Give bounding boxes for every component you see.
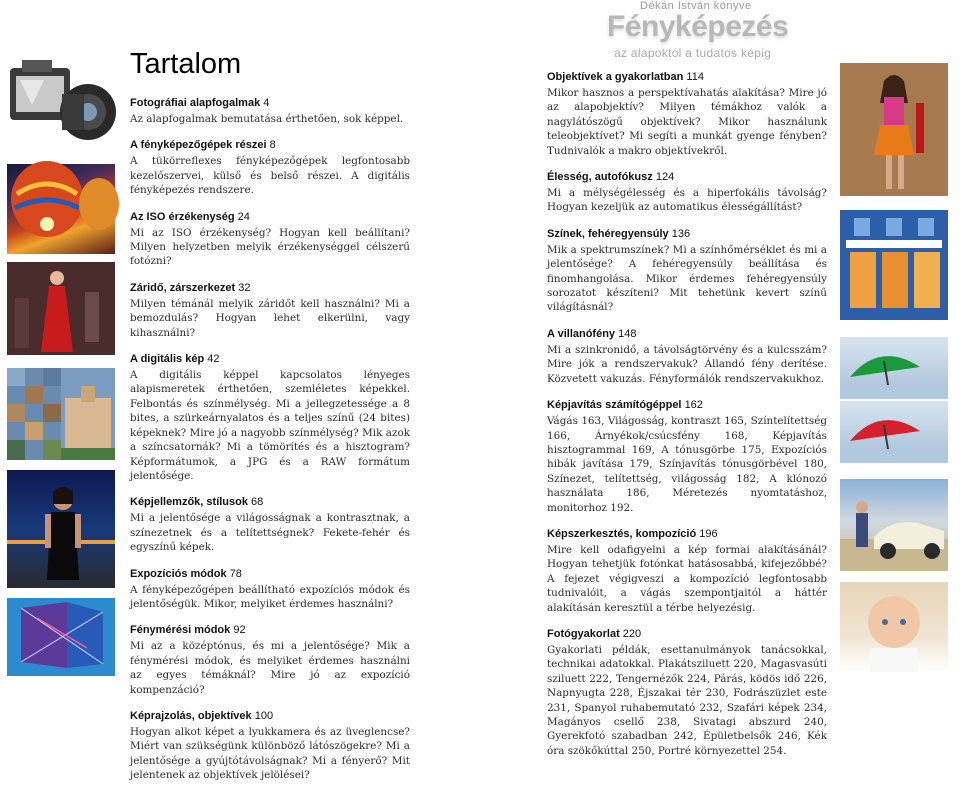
toc-right-column xyxy=(547,71,827,771)
toc-entry xyxy=(547,171,827,215)
red-umbrella-photo xyxy=(840,401,948,463)
chapter-description: A tükörreflexes fényképezőgépek legfontosabb kezelőszervei, külső és belső részei. A digitális fényképezés rendszere. xyxy=(130,155,410,197)
chapter-page-number: 8 xyxy=(269,139,276,152)
chapter-page-number: 92 xyxy=(233,624,246,637)
chapter-heading xyxy=(130,139,410,151)
chapter-title: A digitális kép xyxy=(130,353,205,366)
fashion-show-photo xyxy=(7,262,115,355)
toc-entry xyxy=(130,624,410,697)
chapter-heading xyxy=(130,496,410,508)
chapter-page-number: 24 xyxy=(237,210,250,223)
chapter-description: Milyen témánál melyik záridőt kell használni? Mi a bemozdulás? Hogyan lehet elkerülni, vagy kihasználni? xyxy=(130,297,410,339)
chapter-heading xyxy=(547,71,827,83)
chapter-description: Vágás 163, Világosság, kontraszt 165, Színtelítettség 166, Árnyékok/csúcsfény 168, Képjavítás hisztogrammal 169, A tónusgörbe 175, Expozíciós hibák javítása 179, Színjavítás tónusgörbével 180, Színezet, telítettség, világosság 182, A klónozó használata 186, Méretezés nyomtatáshoz, monitorhoz 192. xyxy=(547,415,827,514)
chapter-page-number: 42 xyxy=(207,353,220,366)
chapter-title: Fénymérési módok xyxy=(130,624,231,637)
green-umbrella-photo xyxy=(840,337,948,399)
toc-entry xyxy=(547,328,827,386)
chapter-title: Expozíciós módok xyxy=(130,567,227,580)
chapter-title: Fotográfiai alapfogalmak xyxy=(130,97,261,109)
chapter-page-number: 68 xyxy=(251,496,264,509)
chapter-page-number: 78 xyxy=(229,567,242,580)
chapter-title: A fényképezőgépek részei xyxy=(130,139,267,152)
chapter-heading xyxy=(130,710,410,722)
chapter-title: A villanófény xyxy=(547,327,616,340)
chapter-description: Mi az ISO érzékenység? Hogyan kell beállítani? Milyen helyzetben melyik érzékenységgel célszerű fotózni? xyxy=(130,226,410,268)
toc-title: Tartalom xyxy=(130,48,242,80)
toc-entry xyxy=(547,628,827,758)
chapter-description: A digitális képpel kapcsolatos lényeges alapismeretek érthetően, szemléletes képekkel. Felbontás és színmélység. Mi a jellegzetessége a 8 bites, a szürkeárnyalatos és a teljes színű (24 bites) képeknek? Mire jó a nagyobb színmélység? Mik azok a színcsatornák? Mi a tömörítés és a hisztogram? Képformátumok, a JPG és a RAW formátum jelentősége. xyxy=(130,369,410,482)
chapter-title: Képjavítás számítógéppel xyxy=(547,399,682,412)
chapter-heading xyxy=(130,97,410,109)
chapter-heading xyxy=(547,528,827,540)
chapter-heading xyxy=(130,211,410,223)
book-subtitle: az alapoktól a tudatos képig xyxy=(614,46,772,60)
toc-entry xyxy=(130,568,410,612)
toc-entry xyxy=(547,528,827,615)
toc-entry xyxy=(130,139,410,197)
chapter-heading xyxy=(547,328,827,340)
chapter-description: Gyakorlati példák, esettanulmányok tanácsokkal, technikai adatokkal. Plakátsziluett 220, Magasvasúti sziluett 222, Tengernézők 224, Párás, ködös idő 226, Napnyugta 228, Éjszakai tér 230, Fodrászüzlet este 231, Spanyol ruhabemutató 232, Szafári képek 234, Magányos csellő 238, Sivatagi abszurd 240, Gyerekfotó szabadban 242, Épületbelsők 246, Kék óra szökőkúttal 250, Portré környezettel 254. xyxy=(547,643,827,757)
chapter-heading xyxy=(547,171,827,183)
chapter-page-number: 136 xyxy=(671,227,691,240)
chapter-title: Képrajzolás, objektívek xyxy=(130,709,252,722)
chapter-description: Az alapfogalmak bemutatása érthetően, sok képpel. xyxy=(130,113,404,125)
toc-entry xyxy=(130,211,410,269)
chapter-page-number: 124 xyxy=(655,171,675,184)
chapter-page-number: 4 xyxy=(263,97,270,109)
chapter-title: Képjellemzők, stílusok xyxy=(130,496,248,509)
chapter-heading xyxy=(130,282,410,294)
chapter-title: Élesség, autofókusz xyxy=(547,171,653,184)
chapter-description: Mi a szinkronidő, a távolságtörvény és a kulcsszám? Mire jók a rendszervakuk? Állandó fény derítése. Közvetett vakuzás. Fényformálók rendszervakukhoz. xyxy=(547,343,827,385)
pixelated-building-photo xyxy=(7,368,115,460)
chapter-page-number: 162 xyxy=(684,399,703,412)
toc-entry xyxy=(130,496,410,554)
perspective-cube-photo xyxy=(7,598,115,676)
chapter-description: Mi a mélységélesség és a hiperfokális távolság? Hogyan kezeljük az automatikus élességállítást? xyxy=(547,187,827,214)
chapter-page-number: 148 xyxy=(618,327,637,340)
book-title: Fényképezés xyxy=(607,10,789,43)
chapter-heading xyxy=(130,624,410,636)
hot-air-balloon-photo xyxy=(7,164,115,254)
toc-entry xyxy=(130,353,410,483)
book-author: Dékán István könyve xyxy=(640,0,752,12)
chapter-heading xyxy=(547,399,827,411)
toc-left-column xyxy=(130,97,410,796)
chapter-heading xyxy=(130,353,410,365)
chapter-title: Képszerkesztés, kompozíció xyxy=(547,527,697,540)
chapter-title: Az ISO érzékenység xyxy=(130,210,235,223)
toc-entry xyxy=(547,228,827,315)
chapter-title: Objektívek a gyakorlatban xyxy=(547,71,684,83)
chapter-description: Mi az a középtónus, és mi a jelentősége? Mik a fénymérési módok, és melyiket érdemes használni az egyes témáknál? Mire jó az expozíció kompenzáció? xyxy=(130,640,410,696)
toc-entry xyxy=(547,71,827,158)
chapter-description: Hogyan alkot képet a lyukkamera és az üveglencse? Miért van szükségünk különböző látószögekre? Mi a jelentősége a gyújtótávolságnak? Mi a fényerő? Mit jelentenek az objektívek jelölései? xyxy=(130,725,410,782)
vintage-car-photo xyxy=(840,479,948,571)
chapter-page-number: 114 xyxy=(686,71,704,83)
chapter-heading xyxy=(547,228,827,240)
toc-entry xyxy=(130,282,410,340)
camera-cutaway-photo xyxy=(2,50,120,154)
woman-at-night-photo xyxy=(7,470,115,588)
chapter-description: Mikor hasznos a perspektívahatás alakítása? Mire jó az alapobjektív? Milyen témákhoz valók a nagylátószögű objektívek? Mikor használunk teleobjektívet? Mi segíti a munkát gyenge fényben? Tudnivalók a makro objektívekről. xyxy=(547,87,827,157)
chapter-description: Mire kell odafigyelni a kép formai alakításánál? Hogyan tehetjük fotónkat hatásosabbá, kifejezőbbé? A fejezet végigveszi a kompozíció legfontosabb tudnivalóit, a vágás szempontjaitól a háttér alakításán keresztül a térbe helyezésig. xyxy=(547,543,827,614)
chapter-description: Mi a jelentősége a világosságnak a kontrasztnak, a színezetnek és a telítettségnek? Fekete-fehér és egyszínű képek. xyxy=(130,512,410,554)
chapter-page-number: 220 xyxy=(622,627,642,640)
chapter-title: Színek, fehéregyensúly xyxy=(547,227,669,240)
child-portrait-photo xyxy=(840,582,948,672)
chapter-heading xyxy=(130,568,410,580)
chapter-title: Záridő, zárszerkezet xyxy=(130,281,236,294)
chapter-description: Mik a spektrumszínek? Mi a színhőmérséklet és mi a jelentősége? A fehéregyensúly beállítása és finomhangolása. Mikor érdemes fehéregyensúly sorozatot készíteni? Mit tehetünk kevert színű világításnál? xyxy=(547,243,827,314)
toc-entry xyxy=(130,710,410,783)
shop-front-photo xyxy=(840,210,948,320)
chapter-page-number: 100 xyxy=(254,709,274,722)
toc-entry xyxy=(130,97,410,126)
chapter-page-number: 32 xyxy=(238,281,251,294)
chapter-title: Fotógyakorlat xyxy=(547,627,620,640)
chapter-page-number: 196 xyxy=(699,527,718,540)
chapter-description: A fényképezőgépen beállítható expozíciós módok és jelentőségük. Mikor, melyiket érdemes használni? xyxy=(130,583,410,610)
chapter-heading xyxy=(547,628,827,640)
model-orange-skirt-photo xyxy=(840,63,948,196)
toc-entry xyxy=(547,399,827,515)
